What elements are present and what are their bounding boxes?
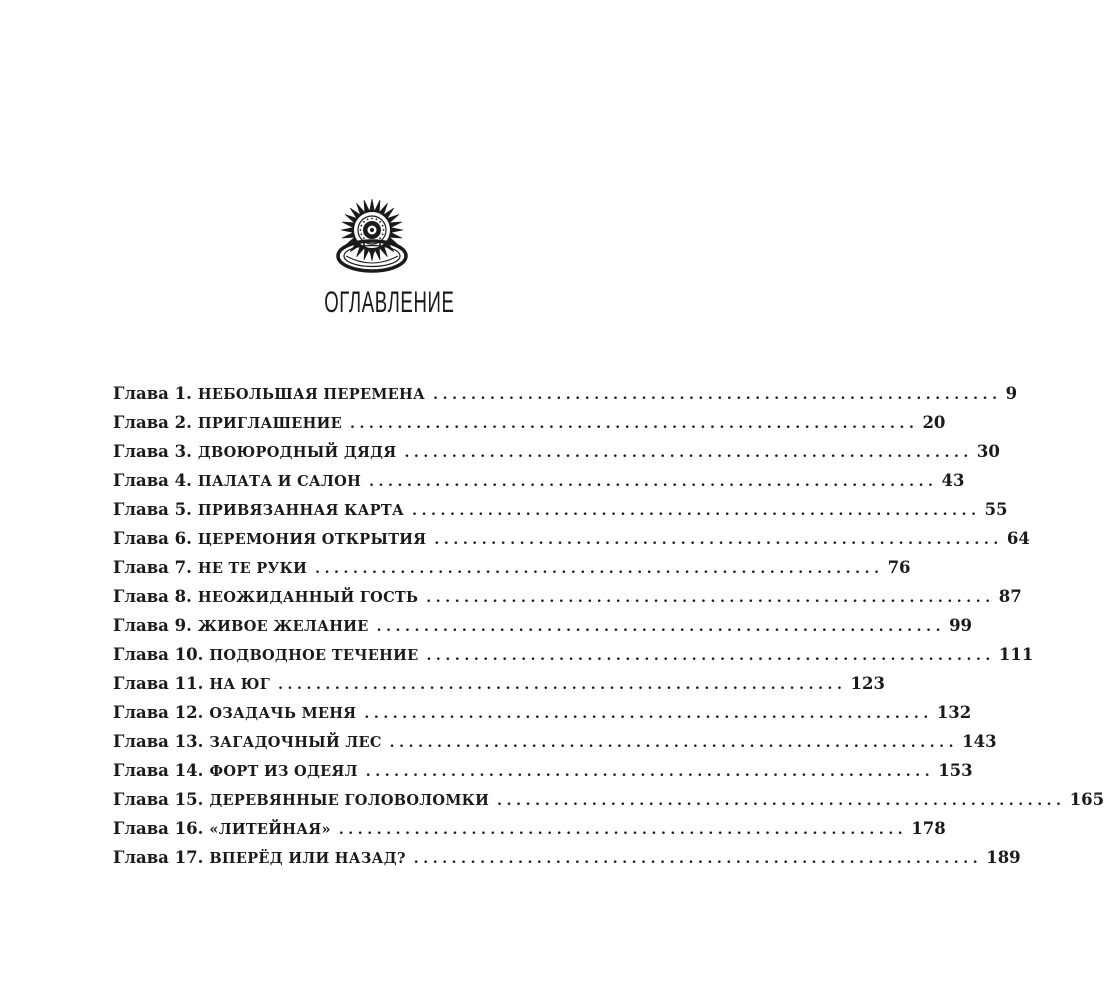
leader-dots: ............................................................ [426, 590, 995, 606]
toc-list [113, 384, 1104, 877]
toc-entry[interactable] [113, 529, 1030, 558]
page-number: 132 [936, 703, 972, 722]
page-number: 30 [976, 442, 1000, 461]
chapter-title: ЖИВОЕ ЖЕЛАНИЕ [197, 618, 369, 635]
page-number: 153 [938, 761, 973, 780]
toc-entry[interactable] [113, 384, 1018, 413]
toc-heading-text: ОГЛАВЛЕНИЕ [324, 286, 455, 319]
page-number: 55 [984, 500, 1008, 519]
toc-entry[interactable] [113, 732, 997, 761]
leader-dots: ............................................................ [349, 416, 919, 432]
page-number: 43 [941, 471, 965, 490]
toc-heading [141, 286, 637, 320]
toc-entry[interactable] [113, 413, 946, 442]
chapter-title: ДВОЮРОДНЫЙ ДЯДЯ [197, 444, 397, 461]
leader-dots: ............................................................ [497, 793, 1066, 809]
chapter-number: Глава 8. [113, 587, 192, 606]
toc-entry[interactable] [113, 587, 1022, 616]
toc-entry[interactable] [113, 790, 1104, 819]
chapter-title: ФОРТ ИЗ ОДЕЯЛ [209, 763, 358, 780]
page-number: 143 [962, 732, 997, 751]
toc-entry[interactable] [113, 558, 911, 587]
page-number: 178 [911, 819, 946, 838]
chapter-title: ВПЕРЁД ИЛИ НАЗАД? [209, 850, 406, 867]
chapter-number: Глава 7. [113, 558, 192, 577]
chapter-number: Глава 9. [113, 616, 192, 635]
toc-entry[interactable] [113, 703, 972, 732]
page-number: 87 [998, 587, 1022, 606]
leader-dots: ............................................................ [369, 474, 938, 490]
page-number: 76 [887, 558, 911, 577]
chapter-title: ОЗАДАЧЬ МЕНЯ [209, 705, 357, 722]
leader-dots: ............................................................ [278, 677, 847, 693]
chapter-number: Глава 11. [113, 674, 204, 693]
leader-dots: ............................................................ [413, 851, 983, 867]
chapter-title: НЕОЖИДАННЫЙ ГОСТЬ [197, 589, 419, 606]
toc-entry[interactable] [113, 645, 1034, 674]
leader-dots: ............................................................ [434, 532, 1003, 548]
chapter-title: ПРИГЛАШЕНИЕ [197, 415, 342, 432]
page-number: 189 [986, 848, 1021, 867]
toc-entry[interactable] [113, 616, 973, 645]
chapter-title: ПРИВЯЗАННАЯ КАРТА [197, 502, 405, 519]
page-number: 20 [922, 413, 946, 432]
toc-entry[interactable] [113, 761, 973, 790]
chapter-title: ПОДВОДНОЕ ТЕЧЕНИЕ [209, 647, 419, 664]
chapter-number: Глава 1. [113, 384, 192, 403]
toc-entry[interactable] [113, 819, 946, 848]
chapter-title: «ЛИТЕЙНАЯ» [209, 821, 331, 838]
chapter-number: Глава 16. [113, 819, 204, 838]
leader-dots: ............................................................ [433, 387, 1002, 403]
chapter-title: ЗАГАДОЧНЫЙ ЛЕС [209, 734, 382, 751]
leader-dots: ............................................................ [315, 561, 884, 577]
chapter-number: Глава 12. [113, 703, 204, 722]
ornament-emblem-icon [329, 198, 415, 276]
leader-dots: ............................................................ [365, 764, 935, 780]
chapter-title: НЕБОЛЬШАЯ ПЕРЕМЕНА [197, 386, 426, 403]
page-number: 123 [850, 674, 885, 693]
chapter-title: ЦЕРЕМОНИЯ ОТКРЫТИЯ [197, 531, 427, 548]
chapter-number: Глава 5. [113, 500, 192, 519]
chapter-number: Глава 6. [113, 529, 192, 548]
chapter-number: Глава 10. [113, 645, 204, 664]
chapter-number: Глава 14. [113, 761, 204, 780]
toc-entry[interactable] [113, 848, 1021, 877]
page-number: 165 [1069, 790, 1104, 809]
page-number: 111 [998, 645, 1034, 664]
chapter-number: Глава 3. [113, 442, 192, 461]
page-number: 99 [949, 616, 973, 635]
page-number: 9 [1005, 384, 1018, 403]
leader-dots: ............................................................ [389, 735, 959, 751]
chapter-title: ДЕРЕВЯННЫЕ ГОЛОВОЛОМКИ [209, 792, 490, 809]
chapter-title: ПАЛАТА И САЛОН [197, 473, 362, 490]
toc-entry[interactable] [113, 442, 1000, 471]
chapter-number: Глава 13. [113, 732, 204, 751]
toc-entry[interactable] [113, 500, 1008, 529]
chapter-title: НЕ ТЕ РУКИ [197, 560, 308, 577]
chapter-number: Глава 4. [113, 471, 192, 490]
page-number: 64 [1006, 529, 1030, 548]
leader-dots: ............................................................ [426, 648, 995, 664]
chapter-title: НА ЮГ [209, 676, 271, 693]
leader-dots: ............................................................ [338, 822, 908, 838]
chapter-number: Глава 2. [113, 413, 192, 432]
leader-dots: ............................................................ [404, 445, 973, 461]
leader-dots: ............................................................ [364, 706, 933, 722]
toc-entry[interactable] [113, 674, 885, 703]
chapter-number: Глава 15. [113, 790, 204, 809]
chapter-number: Глава 17. [113, 848, 204, 867]
leader-dots: ............................................................ [412, 503, 981, 519]
leader-dots: ............................................................ [376, 619, 946, 635]
toc-entry[interactable] [113, 471, 965, 500]
